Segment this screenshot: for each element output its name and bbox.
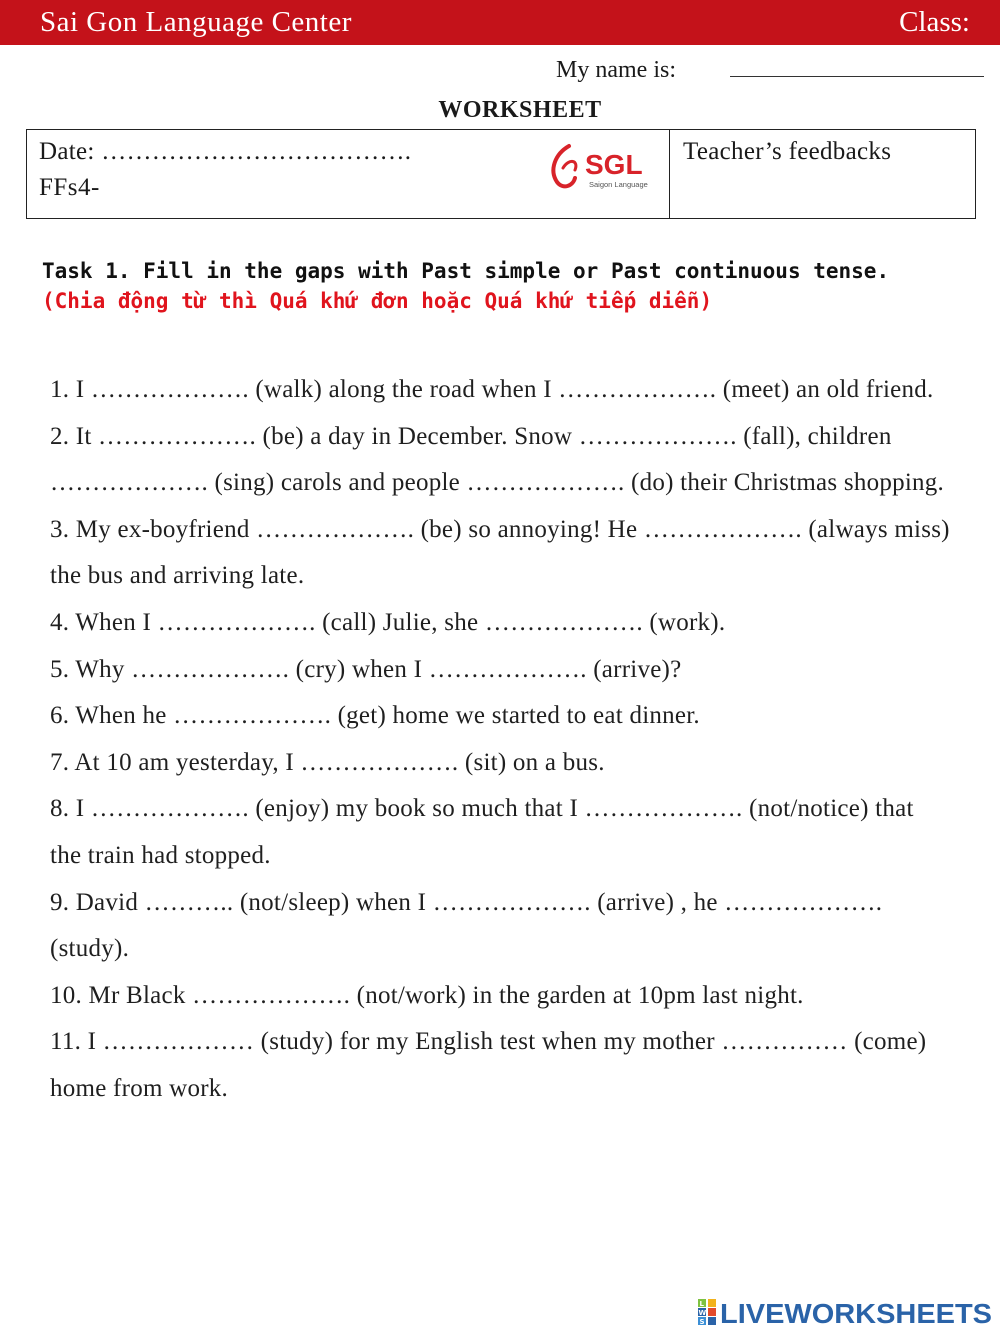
exercise-item-8[interactable]: 8. I ………………. (enjoy) my book so much that I ………………. (not/notice) that the train had stopped. bbox=[50, 795, 914, 869]
task-heading: Task 1. Fill in the gaps with Past simple or Past continuous tense. bbox=[42, 259, 890, 283]
liveworksheets-brand: LIVEWORKSHEETS bbox=[720, 1298, 992, 1328]
sgl-logo bbox=[547, 138, 657, 194]
task-instruction-vi: (Chia động từ thì Quá khứ đơn hoặc Quá khứ tiếp diễn) bbox=[42, 289, 713, 313]
liveworksheets-watermark bbox=[698, 1296, 994, 1328]
exercise-list bbox=[50, 367, 950, 1113]
date-line: Date: ………………………………. bbox=[39, 138, 412, 165]
name-label: My name is: bbox=[556, 57, 676, 83]
info-box bbox=[26, 129, 976, 219]
exercise-item-2[interactable]: 2. It ………………. (be) a day in December. Snow ………………. (fall), children ………………. (sing) carols and people ………………. (do) their Christmas shopping. bbox=[50, 422, 945, 497]
exercise-item-9[interactable]: 9. David ……….. (not/sleep) when I ………………. (arrive) , he ………………. (study). bbox=[50, 888, 883, 963]
info-divider bbox=[669, 130, 670, 218]
name-input-line[interactable] bbox=[730, 76, 984, 77]
icon-letter-s: S bbox=[699, 1318, 705, 1326]
worksheet-code: FFs4- bbox=[39, 174, 100, 201]
exercise-item-4[interactable]: 4. When I ………………. (call) Julie, she ………………. (work). bbox=[50, 608, 726, 636]
logo-subtext: Saigon Language bbox=[589, 180, 648, 189]
exercise-item-7[interactable]: 7. At 10 am yesterday, I ………………. (sit) on a bus. bbox=[50, 748, 605, 776]
icon-letter-l: L bbox=[699, 1300, 704, 1308]
teacher-feedback-label: Teacher’s feedbacks bbox=[683, 138, 892, 165]
class-label: Class: bbox=[899, 6, 970, 38]
exercise-item-5[interactable]: 5. Why ………………. (cry) when I ………………. (arrive)? bbox=[50, 655, 682, 683]
exercise-item-6[interactable]: 6. When he ………………. (get) home we started to eat dinner. bbox=[50, 702, 700, 730]
icon-letter-w: W bbox=[698, 1309, 707, 1317]
exercise-item-3[interactable]: 3. My ex-boyfriend ………………. (be) so annoying! He ………………. (always miss) the bus and arriving late. bbox=[50, 515, 950, 590]
task-instructions bbox=[42, 256, 942, 316]
exercise-item-11[interactable]: 11. I ……………… (study) for my English test when my mother …………… (come) home from work. bbox=[50, 1028, 927, 1102]
exercise-item-10[interactable]: 10. Mr Black ………………. (not/work) in the garden at 10pm last night. bbox=[50, 981, 804, 1009]
center-name: Sai Gon Language Center bbox=[40, 6, 352, 38]
header-bar bbox=[0, 0, 1000, 45]
exercise-item-1[interactable]: 1. I ………………. (walk) along the road when I ………………. (meet) an old friend. bbox=[50, 376, 934, 403]
worksheet-title: WORKSHEET bbox=[438, 97, 602, 123]
logo-text: SGL bbox=[585, 149, 643, 180]
liveworksheets-icon bbox=[698, 1299, 716, 1326]
